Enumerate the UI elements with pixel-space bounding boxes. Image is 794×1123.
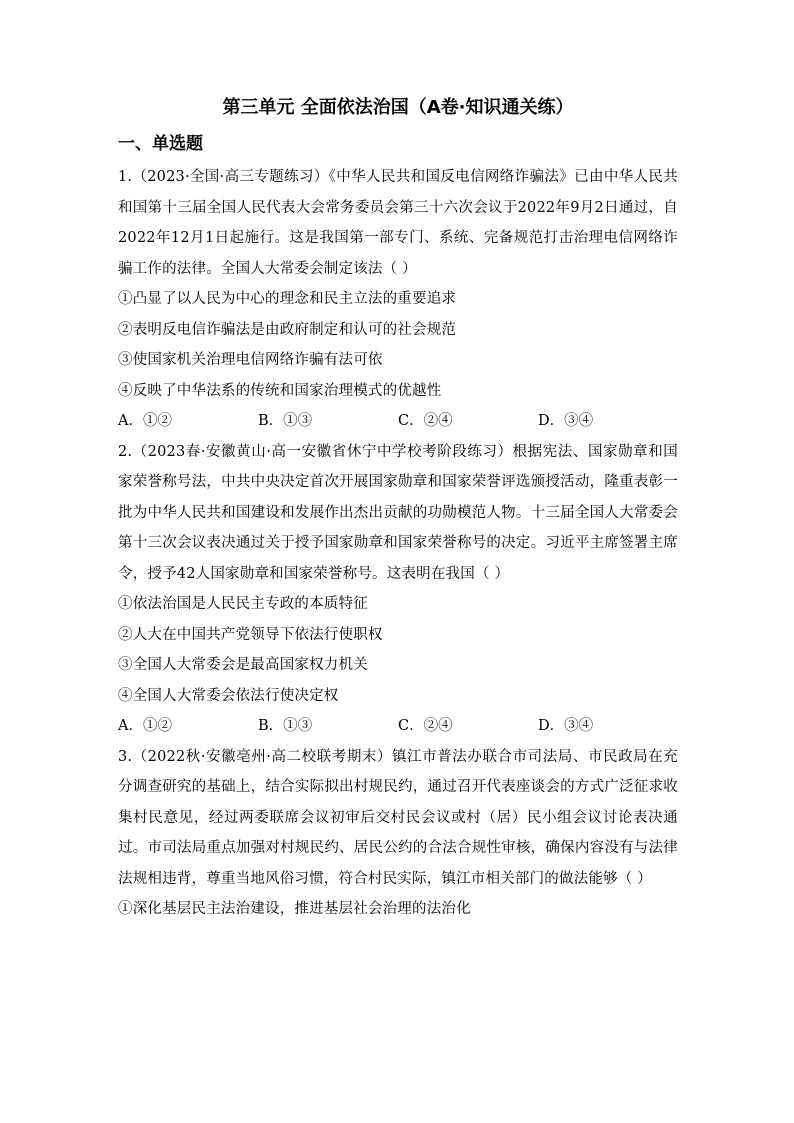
choice-a: A．①②: [118, 413, 172, 429]
question-option: ③使国家机关治理电信网络诈骗有法可依: [118, 352, 383, 368]
question-option: ④反映了中华法系的传统和国家治理模式的优越性: [118, 382, 442, 399]
document-title: 第三单元 全面依法治国（A卷·知识通关练）: [222, 97, 574, 118]
choice-b: B．①③: [258, 413, 313, 429]
question-option: ④全国人大常委会依法行使决定权: [118, 687, 339, 704]
question-3: [118, 742, 678, 925]
question-stem: 3.（2022秋·安徽亳州·高二校联考期末）镇江市普法办联合市司法局、市民政局在充分调查研究的基础上，结合实际拟出村规民约，通过召开代表座谈会的方式广泛征求收集村民意见，经过两委联席会议初审后交村民会议或村（居）民小组会议讨论表决通过。市司法局重点加强对村规民约、居民公约的合法合规性审核，确保内容没有与法律法规相违背，尊重当地风俗习惯，符合村民实际，镇江市相关部门的做法能够（ ）: [118, 748, 678, 887]
choice-b: B．①③: [258, 718, 313, 734]
question-option: ①深化基层民主法治建设，推进基层社会治理的法治化: [118, 901, 471, 917]
section-heading: 一、单选题: [118, 134, 203, 154]
choice-d: D．③④: [538, 718, 594, 734]
question-stem: 1.（2023·全国·高三专题练习）《中华人民共和国反电信网络诈骗法》已由中华人民共和国第十三届全国人民代表大会常务委员会第三十六次会议于2022年9月2日通过，自2022年12月1日起施行。这是我国第一部专门、系统、完备规范打击治理电信网络诈骗工作的法律。全国人大常委会制定该法（ ）: [118, 169, 678, 277]
question-option: ①凸显了以人民为中心的理念和民主立法的重要追求: [118, 291, 457, 307]
document-page: [118, 92, 678, 925]
question-1: [118, 162, 678, 437]
question-option: ①依法治国是人民民主专政的本质特征: [118, 596, 368, 612]
choice-a: A．①②: [118, 718, 172, 734]
choice-d: D．③④: [538, 413, 594, 429]
question-2: [118, 437, 678, 742]
question-option: ③全国人大常委会是最高国家权力机关: [118, 657, 368, 673]
question-option: ②人大在中国共产党领导下依法行使职权: [118, 626, 383, 643]
question-option: ②表明反电信诈骗法是由政府制定和认可的社会规范: [118, 321, 457, 338]
answer-choices: [118, 711, 678, 742]
choice-c: C．②④: [398, 718, 453, 734]
question-stem: 2.（2023春·安徽黄山·高一安徽省休宁中学校考阶段练习）根据宪法、国家勋章和国家荣誉称号法，中共中央决定首次开展国家勋章和国家荣誉评选颁授活动，隆重表彰一批为中华人民共和国建设和发展作出杰出贡献的功勋模范人物。十三届全国人大常委会第十三次会议表决通过关于授予国家勋章和国家荣誉称号的决定。习近平主席签署主席令，授予42人国家勋章和国家荣誉称号。这表明在我国（ ）: [118, 443, 678, 582]
answer-choices: [118, 406, 678, 437]
choice-c: C．②④: [398, 413, 453, 429]
